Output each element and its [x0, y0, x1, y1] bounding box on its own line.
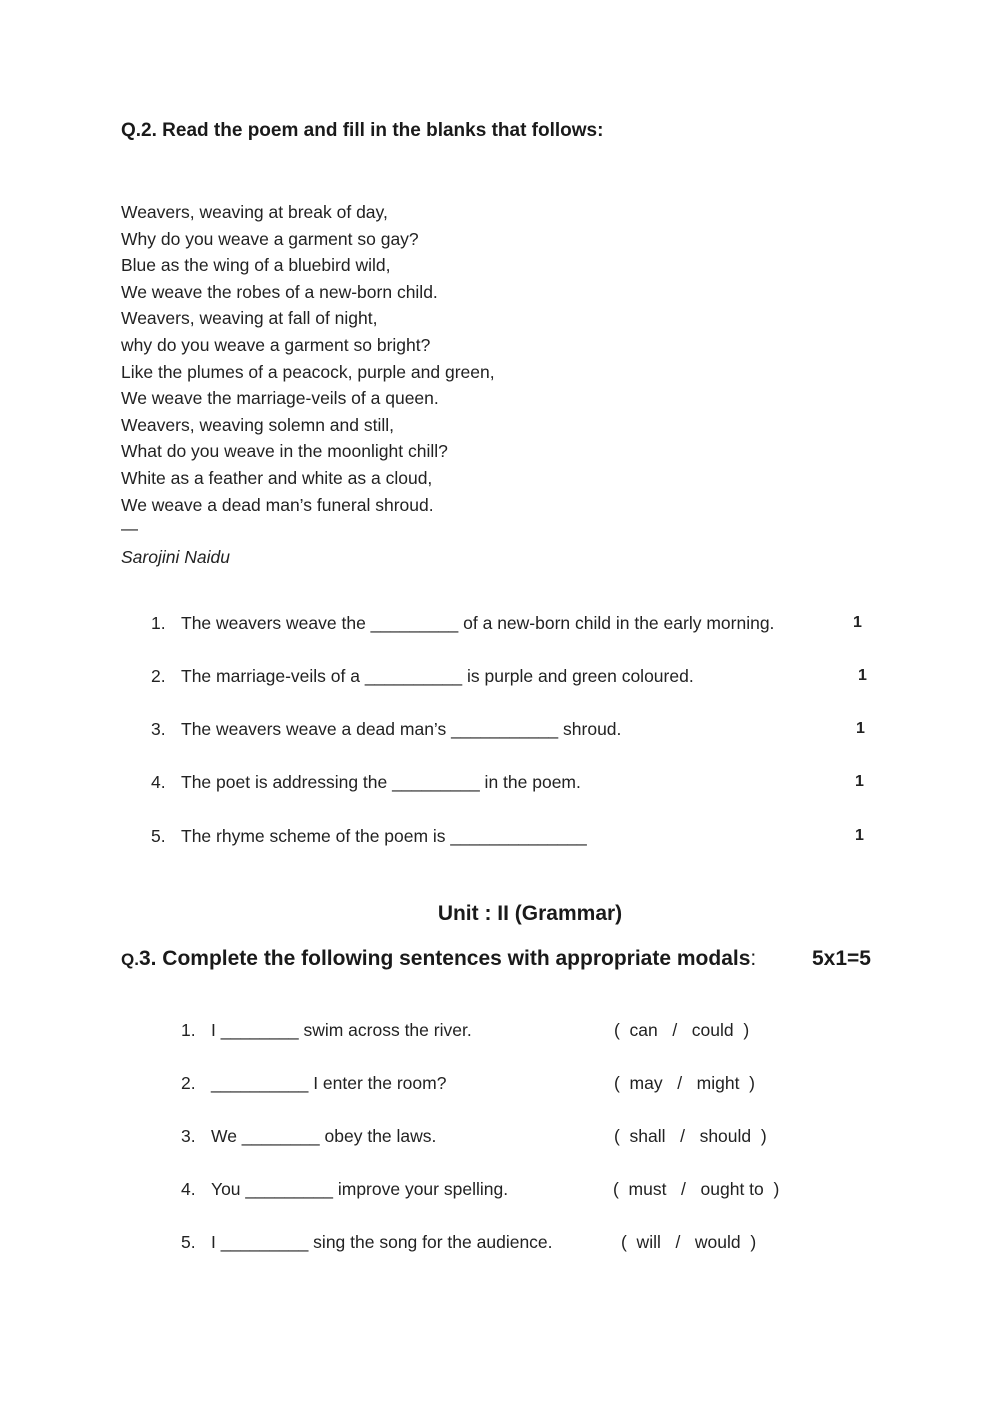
fill-blank-question — [0, 768, 1000, 796]
question-number: 4. — [181, 1179, 196, 1199]
poem-line: We weave the robes of a new-born child. — [121, 281, 438, 302]
poem-line: Why do you weave a garment so gay? — [121, 228, 419, 249]
modal-question — [0, 1122, 1000, 1150]
poem-line: We weave the marriage-veils of a queen. — [121, 388, 439, 409]
poem-line: We weave a dead man’s funeral shroud. — [121, 494, 434, 515]
modal-options: ( will / would ) — [621, 1232, 757, 1252]
modal-question — [0, 1228, 1000, 1256]
question-text: The weavers weave a dead man’s ___________ shroud. — [181, 719, 622, 739]
question-number: 1. — [151, 613, 166, 633]
q2-heading: Q.2. Read the poem and fill in the blanks that follows: — [121, 120, 604, 141]
poem-line: why do you weave a garment so bright? — [121, 334, 431, 355]
question-number: 1. — [181, 1020, 196, 1040]
poem-line: Blue as the wing of a bluebird wild, — [121, 255, 391, 276]
modal-options: ( may / might ) — [614, 1073, 755, 1093]
poem-author: Sarojini Naidu — [121, 547, 230, 567]
question-text: __________ I enter the room? — [211, 1073, 447, 1093]
modal-options: ( must / ought to ) — [613, 1179, 780, 1199]
fill-blank-question — [0, 609, 1000, 637]
q3-heading — [121, 947, 756, 971]
poem-line: Weavers, weaving at fall of night, — [121, 308, 378, 329]
question-text: The marriage-veils of a __________ is purple and green coloured. — [181, 666, 694, 686]
question-number: 2. — [151, 666, 166, 686]
question-marks: 1 — [858, 667, 867, 684]
question-number: 3. — [151, 719, 166, 739]
question-text: The weavers weave the _________ of a new-born child in the early morning. — [181, 613, 775, 633]
question-number: 5. — [181, 1232, 196, 1252]
q3-heading-text: 3. Complete the following sentences with appropriate modals — [138, 947, 751, 970]
fill-blank-question — [0, 822, 1000, 850]
fill-blank-question — [0, 715, 1000, 743]
modal-options: ( can / could ) — [614, 1020, 750, 1040]
modal-options: ( shall / should ) — [614, 1126, 767, 1146]
question-text: I ________ swim across the river. — [211, 1020, 472, 1040]
poem — [121, 199, 495, 518]
q3-prefix: Q. — [121, 950, 139, 969]
question-text: The rhyme scheme of the poem is ______________ — [181, 826, 587, 846]
question-number: 5. — [151, 826, 166, 846]
question-number: 3. — [181, 1126, 196, 1146]
question-text: The poet is addressing the _________ in the poem. — [181, 772, 581, 792]
fill-blank-question — [0, 662, 1000, 690]
unit-heading: Unit : II (Grammar) — [437, 902, 623, 925]
modal-question — [0, 1069, 1000, 1097]
question-marks: 1 — [856, 720, 865, 737]
q3-marks: 5x1=5 — [812, 947, 871, 970]
poem-line: Weavers, weaving solemn and still, — [121, 414, 394, 435]
modal-question — [0, 1016, 1000, 1044]
attribution-dash: — — [121, 519, 138, 538]
poem-line: White as a feather and white as a cloud, — [121, 467, 433, 488]
question-number: 4. — [151, 772, 166, 792]
question-text: We ________ obey the laws. — [211, 1126, 437, 1146]
question-number: 2. — [181, 1073, 196, 1093]
question-text: You _________ improve your spelling. — [211, 1179, 509, 1199]
modal-question — [0, 1175, 1000, 1203]
q3-colon: : — [750, 947, 757, 970]
poem-line: Like the plumes of a peacock, purple and green, — [121, 361, 495, 382]
question-text: I _________ sing the song for the audience. — [211, 1232, 553, 1252]
question-marks: 1 — [855, 773, 864, 790]
question-marks: 1 — [853, 614, 862, 631]
poem-line: Weavers, weaving at break of day, — [121, 202, 388, 222]
poem-line: What do you weave in the moonlight chill? — [121, 441, 448, 462]
question-marks: 1 — [855, 827, 864, 844]
